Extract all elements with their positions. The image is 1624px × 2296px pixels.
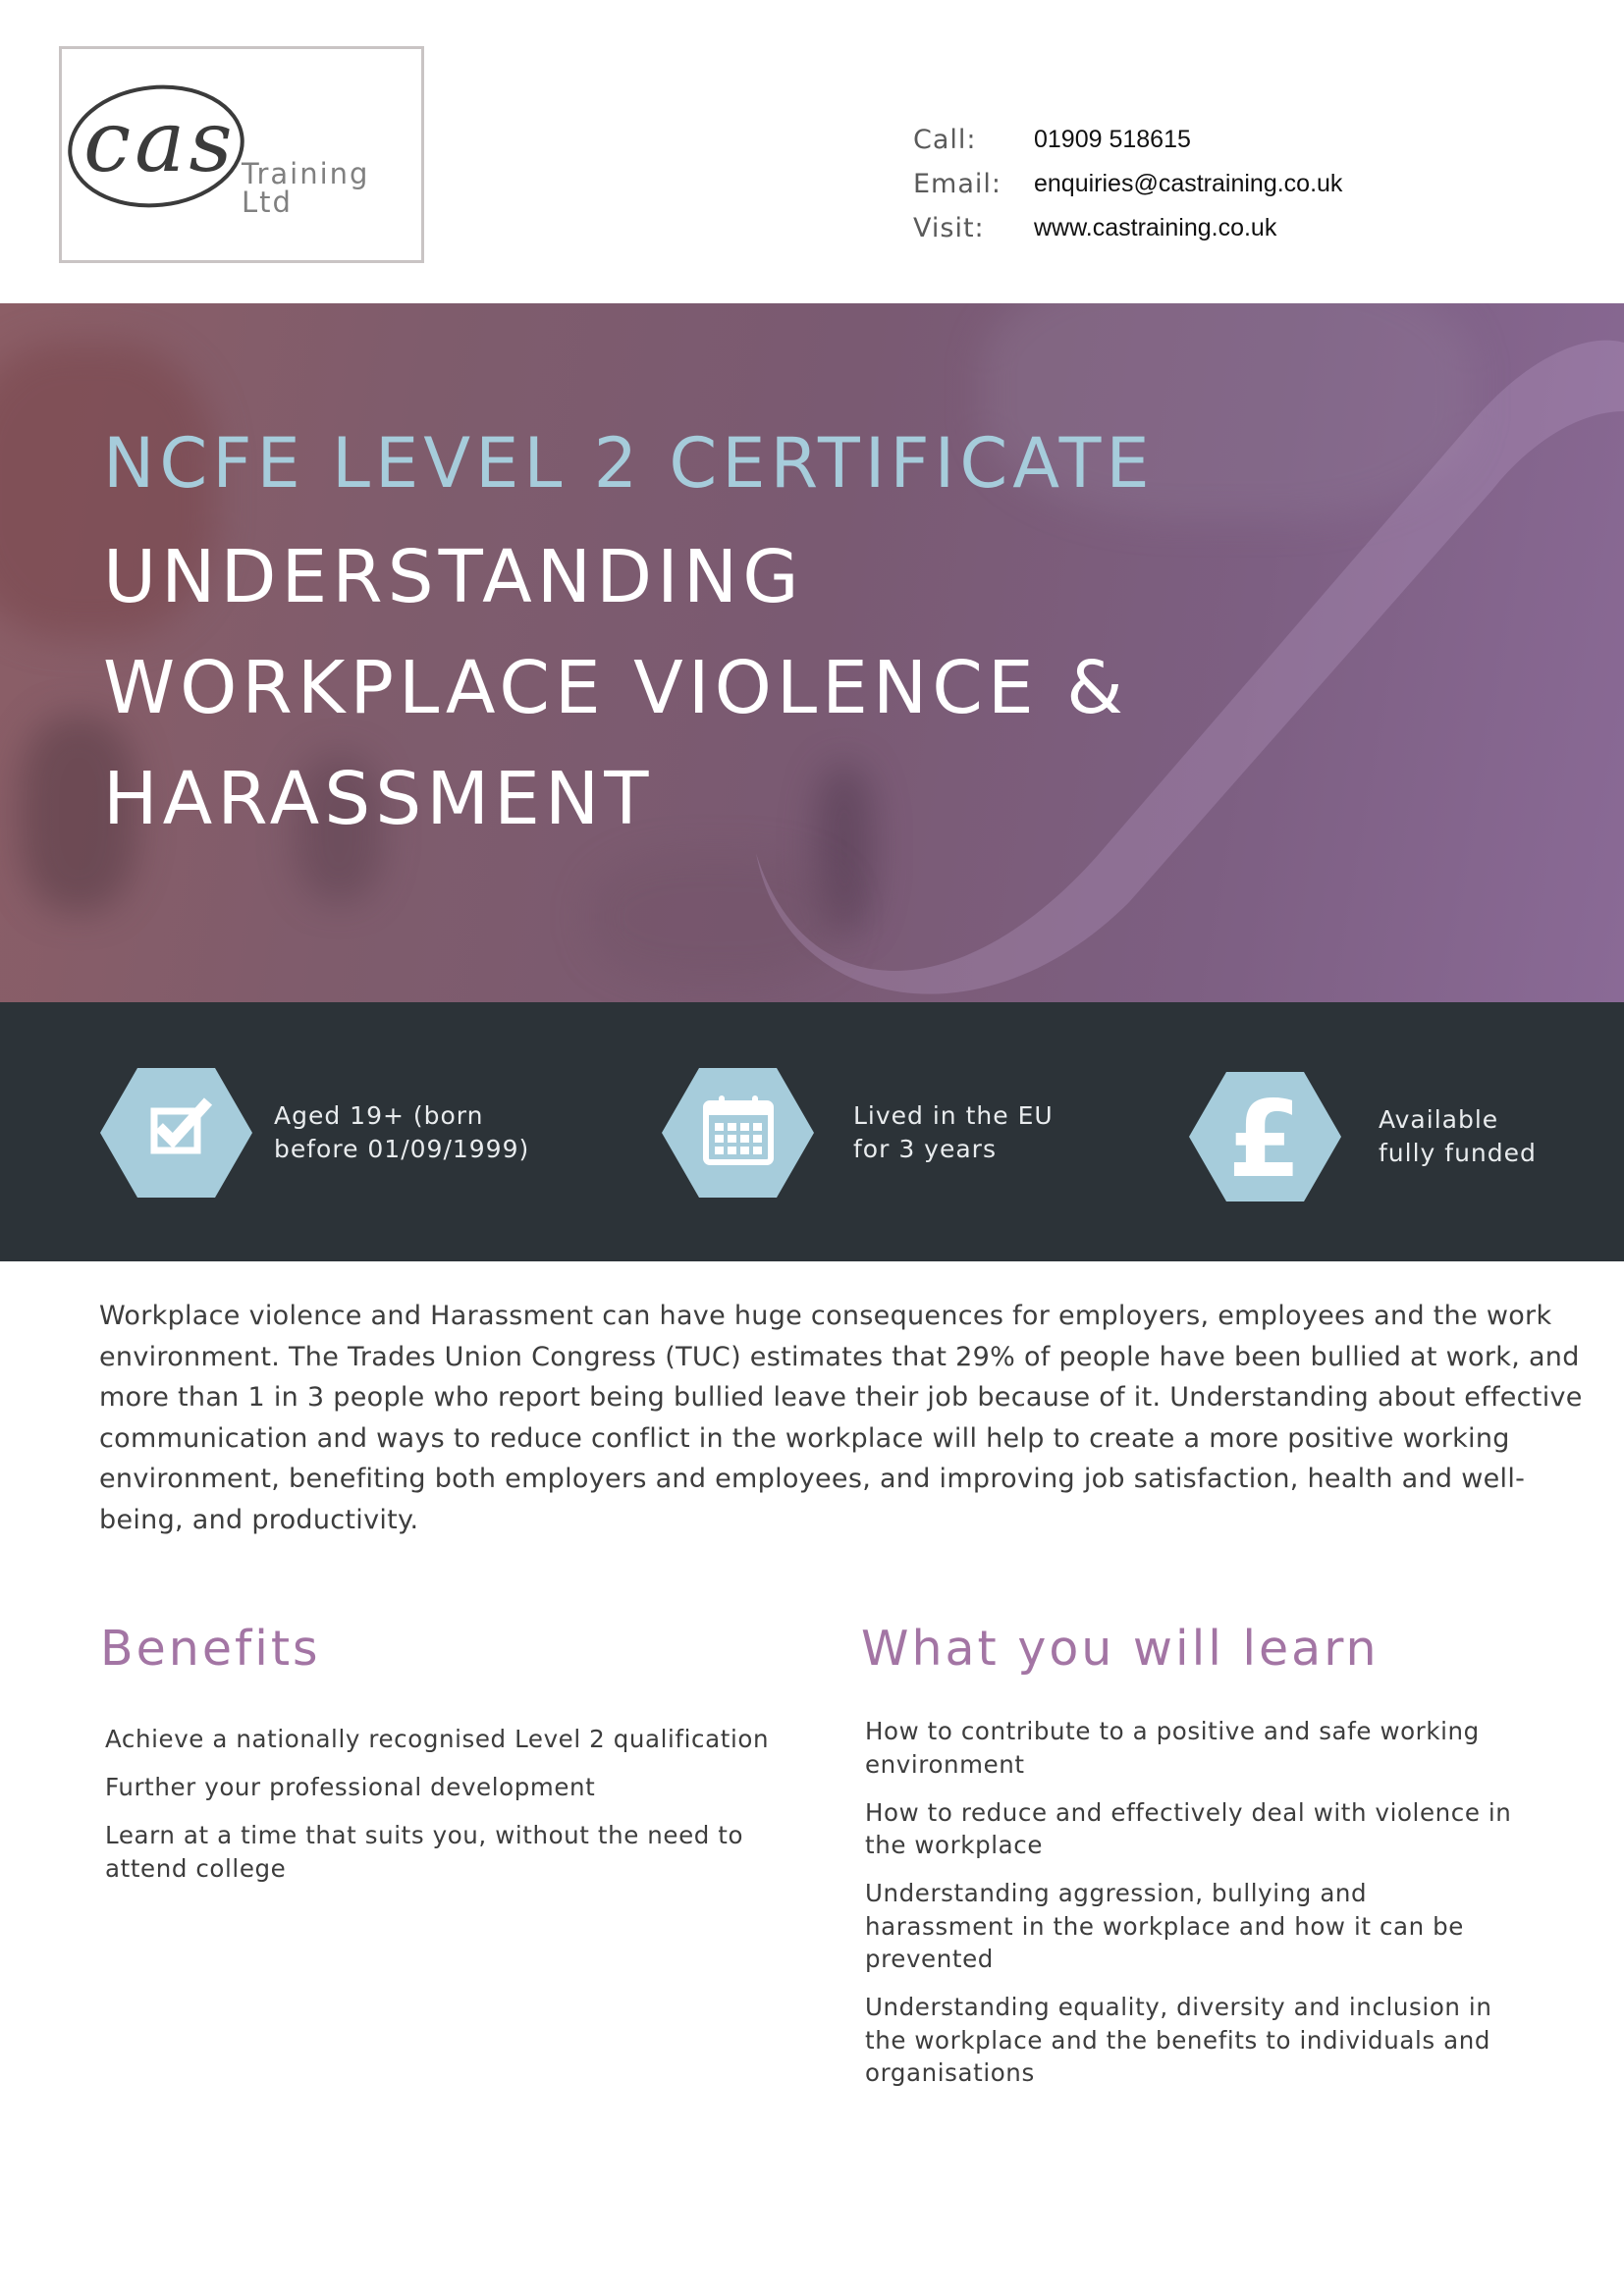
contact-website-value[interactable]: www.castraining.co.uk — [1034, 214, 1277, 241]
eligibility-funding — [1189, 1072, 1537, 1201]
checkbox-icon — [100, 1068, 252, 1198]
contact-details — [913, 118, 1342, 250]
learn-list — [865, 1715, 1511, 2105]
list-item-line: Further your professional development — [105, 1773, 596, 1801]
list-item — [865, 1877, 1511, 1976]
eligibility-line: fully funded — [1379, 1139, 1537, 1167]
contact-phone-label: Call: — [913, 125, 977, 155]
intro-line: environment. The Trades Union Congress (TUC) estimates that 29% of people have been bullied at work, and — [99, 1341, 1580, 1372]
list-item-line: Learn at a time that suits you, without the need to — [105, 1821, 744, 1849]
eligibility-line: Lived in the EU — [853, 1101, 1054, 1130]
hero-subtitle: NCFE LEVEL 2 CERTIFICATE — [103, 423, 1155, 504]
pound-icon — [1189, 1072, 1341, 1201]
list-item-line: Understanding aggression, bullying and — [865, 1879, 1368, 1907]
list-item-line: How to contribute to a positive and safe working — [865, 1717, 1480, 1745]
svg-text:£: £ — [1227, 1079, 1302, 1201]
contact-phone-value[interactable]: 01909 518615 — [1034, 126, 1191, 153]
list-item-line: organisations — [865, 2058, 1035, 2087]
eligibility-line: before 01/09/1999) — [274, 1135, 530, 1163]
list-item — [865, 1796, 1511, 1862]
logo-mark: cas — [83, 93, 237, 191]
contact-phone — [913, 118, 1342, 162]
hero-title-line: HARASSMENT — [103, 757, 654, 841]
logo-tagline: Training Ltd — [242, 157, 370, 219]
eligibility-funding-text — [1379, 1103, 1537, 1170]
list-item — [105, 1723, 769, 1756]
intro-line: more than 1 in 3 people who report being bullied leave their job because of it. Understanding about effective — [99, 1382, 1583, 1414]
company-logo — [59, 46, 424, 263]
eligibility-residency — [662, 1068, 1054, 1198]
calendar-icon — [662, 1068, 814, 1198]
benefits-heading: Benefits — [100, 1621, 321, 1677]
list-item-line: Understanding equality, diversity and inclusion in — [865, 1993, 1492, 2021]
list-item — [105, 1819, 769, 1885]
list-item-line: How to reduce and effectively deal with violence in — [865, 1797, 1512, 1827]
intro-line: Workplace violence and Harassment can have huge consequences for employers, employees and the work — [99, 1301, 1552, 1331]
contact-website-label: Visit: — [913, 213, 985, 243]
list-item — [865, 1991, 1511, 2090]
eligibility-line: Aged 19+ (born — [274, 1101, 484, 1130]
list-item-line: the workplace and the benefits to individuals and — [865, 2025, 1491, 2055]
list-item — [105, 1771, 769, 1804]
eligibility-line: for 3 years — [853, 1135, 997, 1163]
learn-heading: What you will learn — [861, 1621, 1380, 1677]
benefits-list — [105, 1723, 769, 1900]
list-item-line: the workplace — [865, 1831, 1043, 1859]
list-item-line: attend college — [105, 1853, 287, 1883]
intro-line: being, and productivity. — [99, 1504, 419, 1535]
intro-paragraph — [99, 1296, 1583, 1541]
list-item-line: prevented — [865, 1945, 994, 1973]
eligibility-line: Available — [1379, 1105, 1499, 1134]
list-item-line: harassment in the workplace and how it can be — [865, 1911, 1464, 1941]
contact-website — [913, 206, 1342, 250]
hero-title-line: UNDERSTANDING — [103, 535, 804, 619]
eligibility-age — [100, 1068, 529, 1198]
eligibility-residency-text — [853, 1099, 1054, 1166]
list-item-line: Achieve a nationally recognised Level 2 qualification — [105, 1725, 770, 1753]
hero-title-line: WORKPLACE VIOLENCE & — [103, 646, 1128, 730]
contact-email-value[interactable]: enquiries@castraining.co.uk — [1034, 170, 1343, 197]
intro-line: communication and ways to reduce conflict in the workplace will help to create a more positive working — [99, 1422, 1510, 1454]
list-item — [865, 1715, 1511, 1781]
intro-line: environment, benefiting both employers and employees, and improving job satisfaction, health and well- — [99, 1464, 1526, 1495]
eligibility-age-text — [274, 1099, 529, 1166]
contact-email-label: Email: — [913, 169, 1002, 199]
contact-email — [913, 162, 1342, 206]
list-item-line: environment — [865, 1749, 1025, 1779]
